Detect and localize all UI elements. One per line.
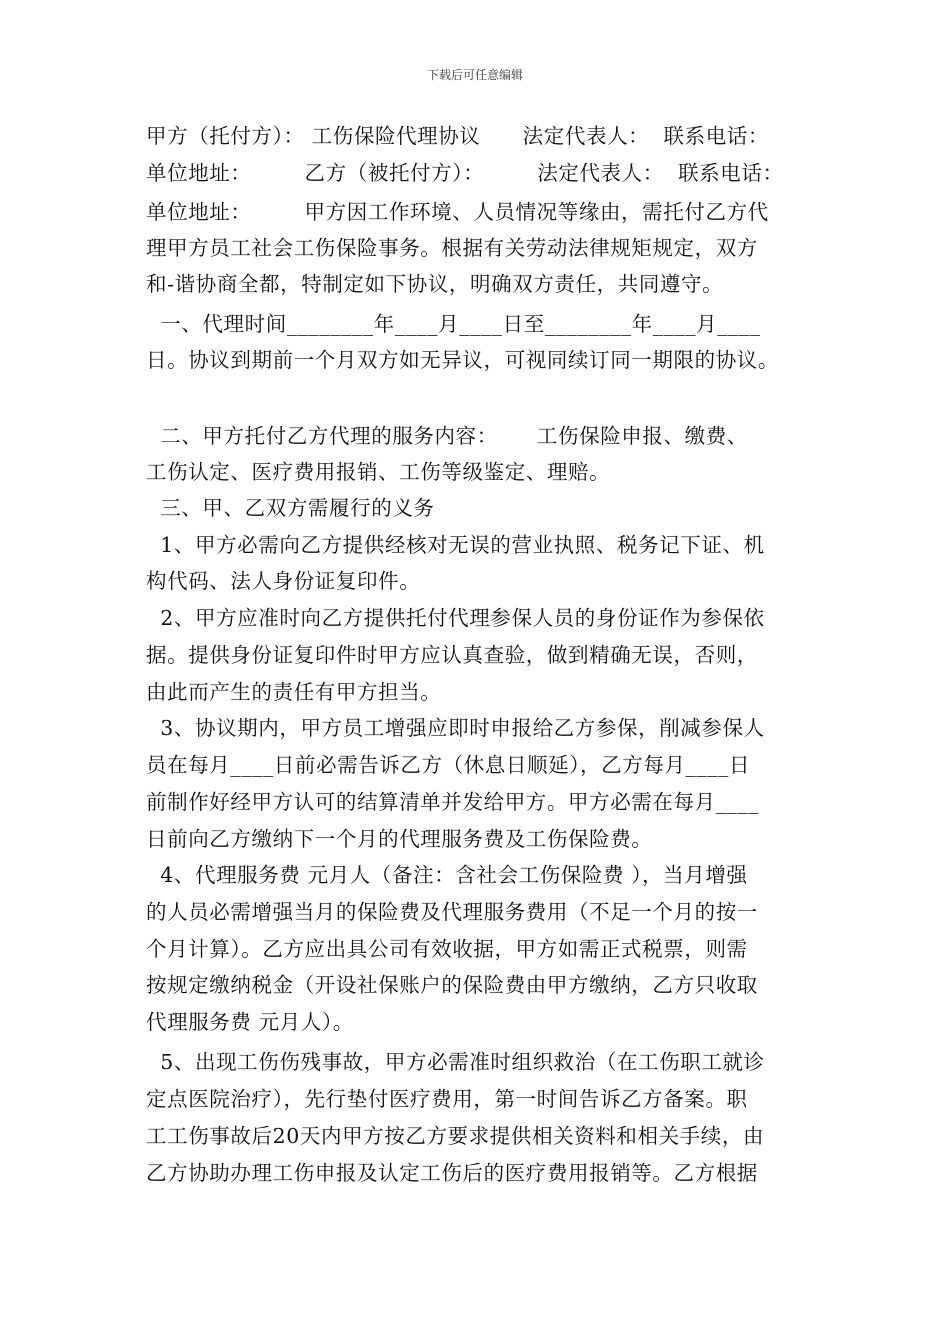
text-line: 单位地址： 乙方（被托付方）： 法定代表人： 联系电话： — [146, 161, 784, 185]
text-line: 构代码、法人身份证复印件。 — [146, 569, 421, 593]
text-line: 3、协议期内，甲方员工增强应即时申报给乙方参保，削减参保人 — [146, 716, 765, 740]
text-line: 5、出现工伤伤残事故，甲方必需准时组织救治（在工伤职工就诊 — [146, 1050, 765, 1074]
text-line: 定点医院治疗），先行垫付医疗费用，第一时间告诉乙方备案。职 — [146, 1087, 748, 1111]
text-line: 工伤认定、医疗费用报销、工伤等级鉴定、理赔。 — [146, 460, 611, 484]
text-line: 员在每月____日前必需告诉乙方（休息日顺延），乙方每月____日 — [146, 753, 751, 777]
text-line: 单位地址： 甲方因工作环境、人员情况等缘由，需托付乙方代 — [146, 200, 769, 224]
text-line: 4、代理服务费 元月人（备注：含社会工伤保险费 ），当月增强 — [146, 863, 748, 887]
page-header: 下载后可任意编辑 — [426, 68, 523, 82]
text-line: 据。提供身份证复印件时甲方应认真查验，做到精确无误，否则， — [146, 643, 758, 667]
text-line: 按规定缴纳税金（开设社保账户的保险费由甲方缴纳，乙方只收取 — [146, 973, 758, 997]
text-line: 二、甲方托付乙方代理的服务内容： 工伤保险申报、缴费、 — [146, 424, 748, 448]
text-line: 1、甲方必需向乙方提供经核对无误的营业执照、税务记下证、机 — [146, 533, 765, 557]
text-line: 日前向乙方缴纳下一个月的代理服务费及工伤保险费。 — [146, 827, 653, 851]
text-line: 的人员必需增强当月的保险费及代理服务费用（不足一个月的按一 — [146, 900, 758, 924]
text-line: 前制作好经甲方认可的结算清单并发给甲方。甲方必需在每月____ — [146, 790, 760, 814]
text-line: 个月计算）。乙方应出具公司有效收据，甲方如需正式税票，则需 — [146, 937, 748, 961]
text-line: 2、甲方应准时向乙方提供托付代理参保人员的身份证作为参保依 — [146, 606, 765, 630]
text-line: 日。协议到期前一个月双方如无异议，可视同续订同一期限的协议。 — [146, 348, 779, 372]
text-line: 三、甲、乙双方需履行的义务 — [146, 496, 435, 520]
text-line: 工工伤事故后20天内甲方按乙方要求提供相关资料和相关手续，由 — [146, 1124, 765, 1148]
text-line: 乙方协助办理工伤申报及认定工伤后的医疗费用报销等。乙方根据 — [146, 1161, 758, 1185]
text-line: 代理服务费 元月人）。 — [146, 1010, 354, 1034]
text-line: 一、代理时间________年____月____日至________年____月____ — [146, 312, 761, 336]
text-line: 甲方（托付方）： 工伤保险代理协议 法定代表人： 联系电话： — [146, 124, 769, 148]
text-line: 由此而产生的责任有甲方担当。 — [146, 680, 442, 704]
text-line: 和-谐协商全都，特制定如下协议，明确双方责任，共同遵守。 — [146, 272, 724, 296]
text-line: 理甲方员工社会工伤保险事务。根据有关劳动法律规矩规定，双方 — [146, 236, 758, 260]
